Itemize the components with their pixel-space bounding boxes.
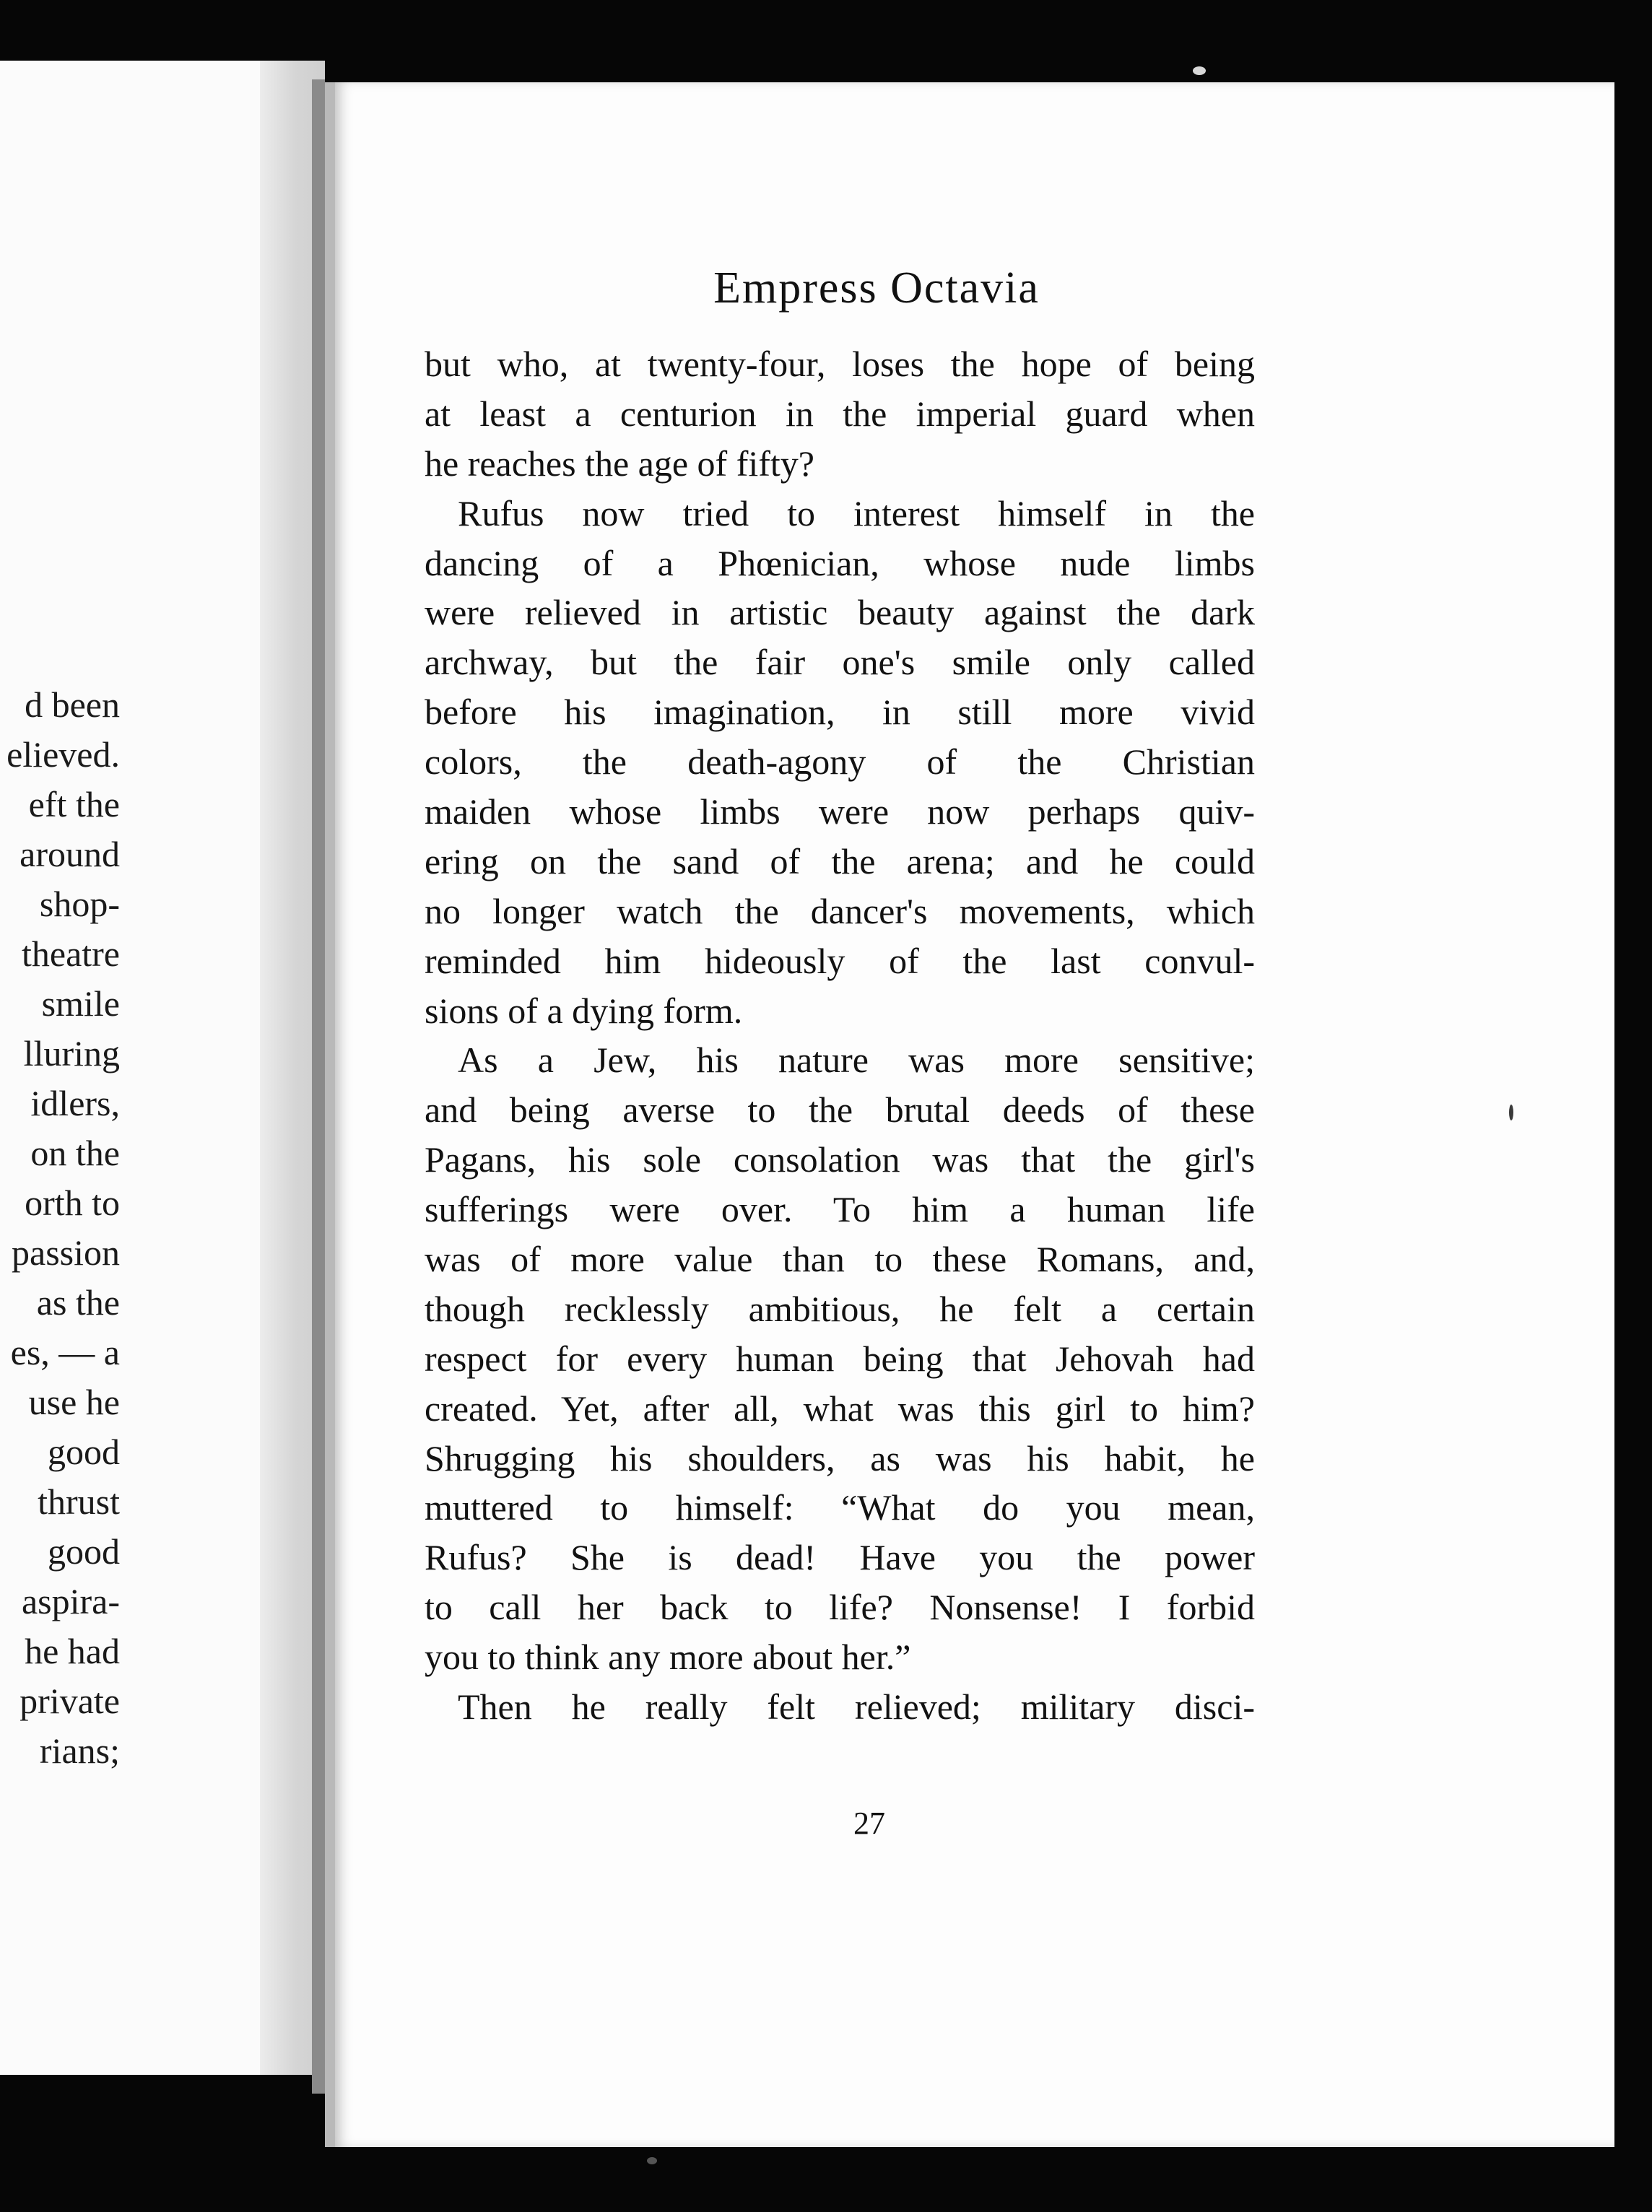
text-line: dancing of a Phœnician, whose nude limbs [425,542,1255,583]
left-line: smile [41,983,120,1024]
left-page-text [0,680,120,1776]
text-line: at least a centurion in the imperial guard when [425,393,1255,434]
left-line: elieved. [6,734,120,775]
text-line: Rufus? She is dead! Have you the power [425,1537,1255,1578]
left-line: passion [12,1232,120,1273]
left-line: lluring [23,1033,120,1074]
left-line: shop- [39,884,120,924]
left-line: as the [36,1282,120,1323]
text-line: ering on the sand of the arena; and he could [425,840,1255,881]
text-line: though recklessly ambitious, he felt a certain [425,1288,1255,1329]
right-page [325,82,1614,2147]
text-line: muttered to himself: “What do you mean, [425,1487,1255,1528]
text-line: reminded him hideously of the last convul- [425,940,1255,981]
text-line: he reaches the age of fifty? [425,443,814,484]
text-line: respect for every human being that Jehovah had [425,1338,1255,1379]
text-line: colors, the death-agony of the Christian [425,741,1255,783]
text-line: maiden whose limbs were now perhaps quiv- [425,791,1255,832]
text-line: and being averse to the brutal deeds of these [425,1089,1255,1131]
left-line: rians; [39,1730,120,1771]
left-line: eft the [28,784,120,824]
left-line: theatre [21,933,120,974]
left-line: around [19,834,120,874]
text-line: you to think any more about her.” [425,1637,911,1678]
left-line: orth to [25,1183,120,1223]
text-line: Rufus now tried to interest himself in the [458,492,1255,534]
body-text [425,339,1255,1732]
scan-speck [1193,66,1206,75]
text-line: sufferings were over. To him a human life [425,1189,1255,1230]
text-line: created. Yet, after all, what was this girl to him? [425,1388,1255,1429]
left-line: private [19,1681,120,1721]
left-line: es, — a [10,1332,120,1372]
text-line: Shrugging his shoulders, as was his habit, he [425,1437,1255,1479]
left-line: use he [28,1382,120,1422]
text-line: Pagans, his sole consolation was that the girl's [425,1139,1255,1180]
left-line: good [48,1531,120,1572]
left-line: aspira- [21,1581,120,1621]
text-line: sions of a dying form. [425,990,743,1031]
scan-speck [1509,1105,1513,1120]
text-line: to call her back to life? Nonsense! I forbid [425,1587,1255,1628]
text-line: As a Jew, his nature was more sensitive; [458,1040,1255,1081]
left-line: on the [30,1133,120,1173]
running-head: Empress Octavia [713,264,1040,313]
book-spine [312,79,325,2094]
text-line: was of more value than to these Romans, and, [425,1239,1255,1280]
left-line: d been [25,684,120,725]
page-number: 27 [853,1806,885,1841]
left-line: good [48,1432,120,1472]
text-line: before his imagination, in still more vivid [425,692,1255,733]
text-line: but who, at twenty-four, loses the hope of being [425,344,1255,384]
left-line: he had [25,1631,120,1671]
text-line: Then he really felt relieved; military disci- [458,1686,1255,1728]
text-line: no longer watch the dancer's movements, which [425,890,1255,931]
text-line: were relieved in artistic beauty against the dark [425,592,1255,633]
text-line: archway, but the fair one's smile only called [425,642,1255,683]
scan-speck [647,2157,657,2164]
left-line: thrust [38,1481,120,1522]
left-line: idlers, [30,1083,120,1123]
